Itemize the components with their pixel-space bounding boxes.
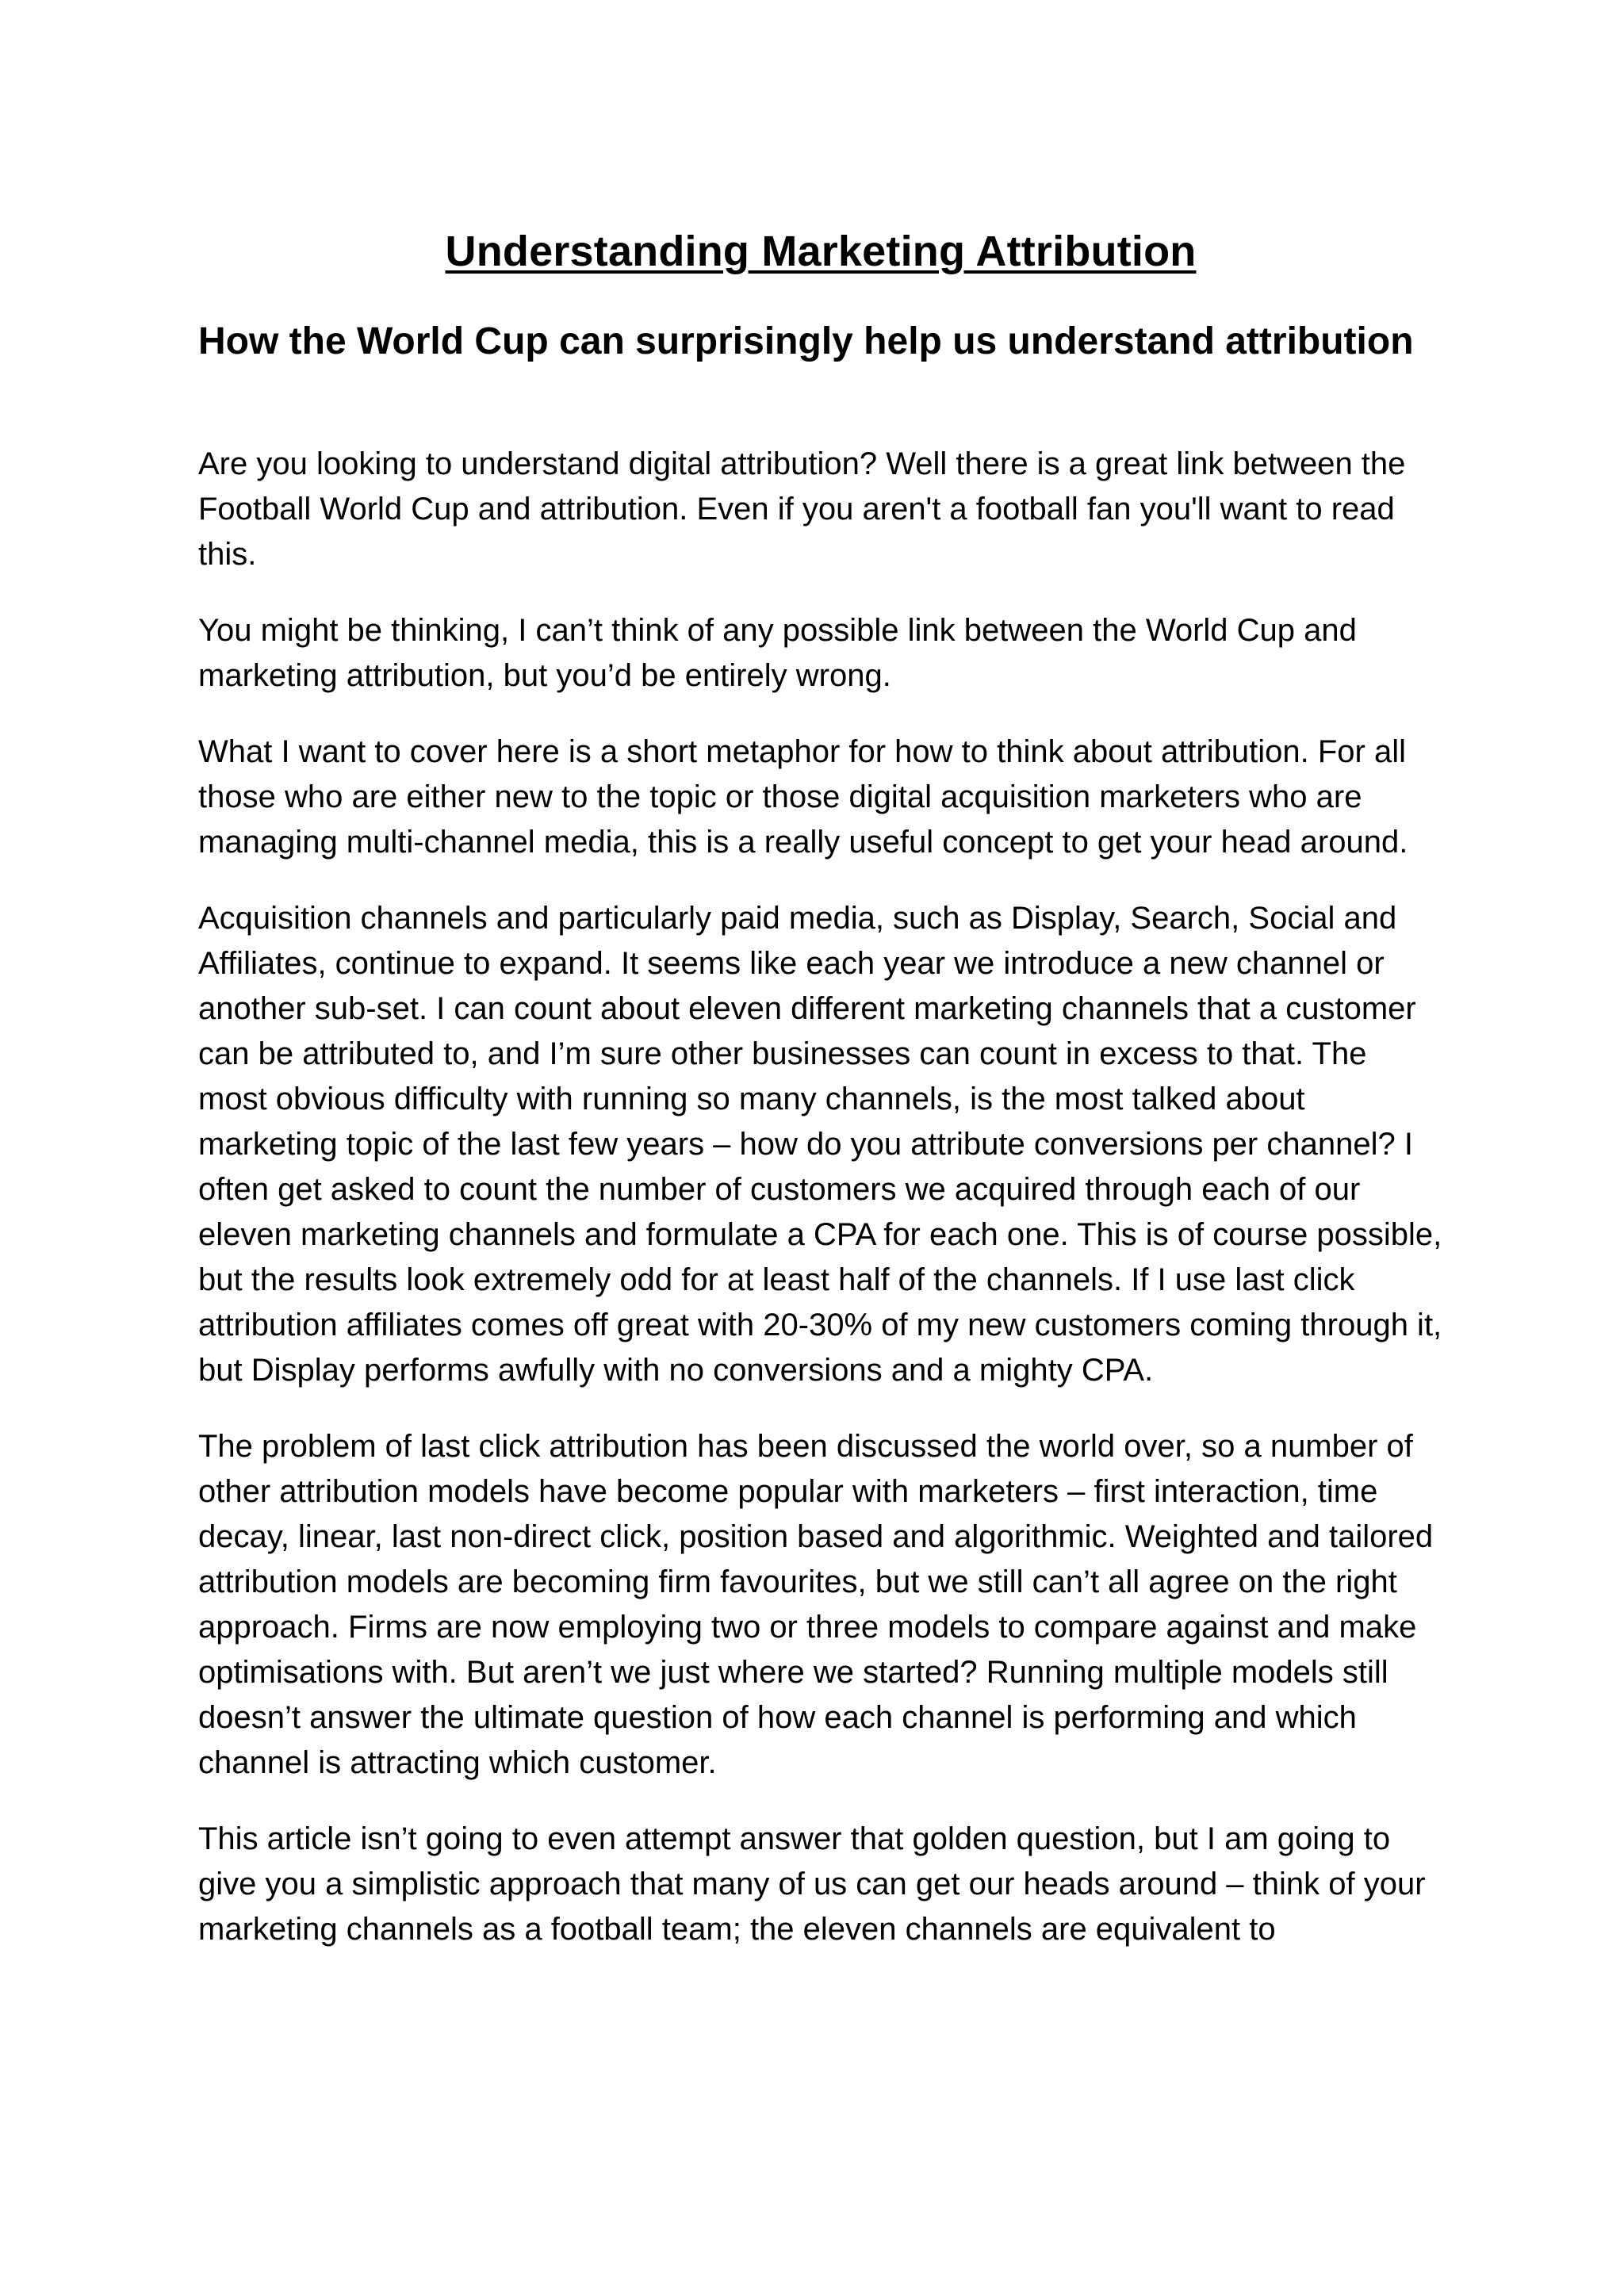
paragraph: You might be thinking, I can’t think of any possible link between the World Cup and marketing attribution, but you’d be entirely wrong. (198, 613, 1357, 694)
paragraph: The problem of last click attribution has been discussed the world over, so a number of other attribution models have become popular with marketers – first interaction, time decay, linear, last non-direct click, position based and algorithmic. Weighted and tailored attribution models are becoming firm favourites, but we still can’t all agree on the right approach. Firms are now employing two or three models to compare against and make optimisations with. But aren’t we just where we started? Running multiple models still doesn’t answer the ultimate question of how each channel is performing and which channel is attracting which customer. (198, 1429, 1434, 1781)
document-subtitle: How the World Cup can surprisingly help us understand attribution (198, 320, 1414, 362)
paragraph: What I want to cover here is a short metaphor for how to think about attribution. For all those who are either new to the topic or those digital acquisition marketers who are managing multi-channel media, this is a really useful concept to get your head around. (198, 734, 1408, 860)
paragraph: Acquisition channels and particularly paid media, such as Display, Search, Social and Affiliates, continue to expand. It seems like each year we introduce a new channel or another sub-set. I can count about eleven different marketing channels that a customer can be attributed to, and I’m sure other businesses can count in excess to that. The most obvious difficulty with running so many channels, is the most talked about marketing topic of the last few years – how do you attribute conversions per channel? I often get asked to count the number of customers we acquired through each of our eleven marketing channels and formulate a CPA for each one. This is of course possible, but the results look extremely odd for at least half of the channels. If I use last click attribution affiliates comes off great with 20-30% of my new customers coming through it, but Display performs awfully with no conversions and a mighty CPA. (198, 901, 1442, 1388)
paragraph: This article isn’t going to even attempt answer that golden question, but I am going to give you a simplistic approach that many of us can get our heads around – think of your marketing channels as a football team; the eleven channels are equivalent to (198, 1821, 1426, 1947)
document-body (198, 442, 1443, 1952)
document-content (198, 226, 1443, 1983)
document-title: Understanding Marketing Attribution (445, 228, 1197, 275)
paragraph: Are you looking to understand digital attribution? Well there is a great link between the Football World Cup and attribution. Even if you aren't a football fan you'll want to read this. (198, 446, 1406, 573)
